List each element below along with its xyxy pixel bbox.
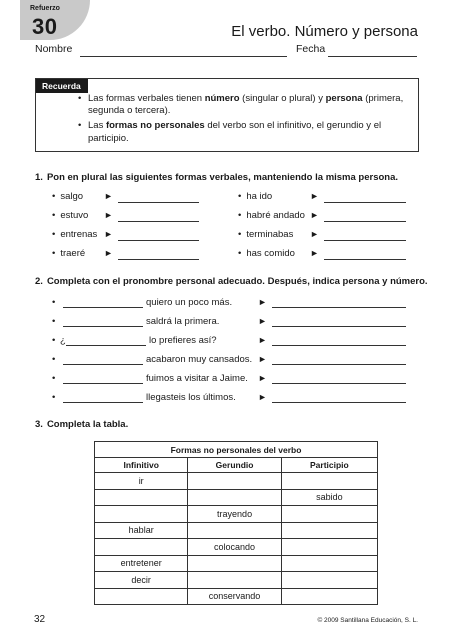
q1-answer-field[interactable] bbox=[118, 259, 199, 260]
recuerda-box bbox=[35, 78, 419, 152]
q1-item: • terminabas bbox=[238, 229, 294, 240]
table-cell-input[interactable] bbox=[281, 539, 377, 556]
table-cell-input[interactable] bbox=[188, 522, 281, 539]
q1-item: • has comido bbox=[238, 248, 295, 259]
arrow-icon: ► bbox=[310, 191, 319, 201]
q1-answer-field[interactable] bbox=[324, 221, 406, 222]
recuerda-bullet-formas-no-personales: • Las formas no personales del verbo son el infinitivo, el gerundio y el participio. bbox=[78, 120, 408, 144]
q2-bullet: • bbox=[52, 392, 56, 403]
q1-answer-field[interactable] bbox=[324, 259, 406, 260]
q2-bullet: • bbox=[52, 316, 56, 327]
q2-answer-field[interactable] bbox=[272, 383, 406, 384]
table-row bbox=[95, 473, 378, 490]
table-cell: conservando bbox=[188, 588, 281, 605]
table-cell-input[interactable] bbox=[281, 555, 377, 572]
question-2: 2. Completa con el pronombre personal adecuado. Después, indica persona y número. bbox=[35, 276, 428, 287]
arrow-icon: ► bbox=[104, 191, 113, 201]
q2-sentence: acabaron muy cansados. bbox=[146, 354, 253, 365]
q2-pronoun-field[interactable] bbox=[63, 326, 143, 327]
table-cell-input[interactable] bbox=[188, 555, 281, 572]
q2-pronoun-field[interactable] bbox=[63, 383, 143, 384]
q1-answer-field[interactable] bbox=[118, 240, 199, 241]
q2-answer-field[interactable] bbox=[272, 364, 406, 365]
table-cell-input[interactable] bbox=[188, 473, 281, 490]
table-row bbox=[95, 555, 378, 572]
table-row bbox=[95, 539, 378, 556]
fecha-field[interactable] bbox=[328, 56, 417, 57]
table-cell: ir bbox=[95, 473, 188, 490]
header-gerundio: Gerundio bbox=[188, 458, 281, 473]
table-cell-input[interactable] bbox=[188, 489, 281, 506]
table-cell-input[interactable] bbox=[281, 506, 377, 523]
arrow-icon: ► bbox=[258, 373, 267, 383]
table-row bbox=[95, 506, 378, 523]
table-row bbox=[95, 489, 378, 506]
q2-bullet: • bbox=[52, 373, 56, 384]
table-row bbox=[95, 572, 378, 589]
arrow-icon: ► bbox=[258, 354, 267, 364]
q2-answer-field[interactable] bbox=[272, 345, 406, 346]
q1-answer-field[interactable] bbox=[118, 202, 199, 203]
q2-bullet: • bbox=[52, 335, 56, 346]
table-cell-input[interactable] bbox=[95, 588, 188, 605]
header-participio: Participio bbox=[281, 458, 377, 473]
header-infinitivo: Infinitivo bbox=[95, 458, 188, 473]
arrow-icon: ► bbox=[310, 229, 319, 239]
table-cell-input[interactable] bbox=[95, 539, 188, 556]
q1-item: • ha ido bbox=[238, 191, 273, 202]
q2-pronoun-field[interactable] bbox=[63, 307, 143, 308]
table-cell-input[interactable] bbox=[95, 489, 188, 506]
table-row bbox=[95, 522, 378, 539]
q2-prefix: ¿ bbox=[60, 335, 66, 346]
arrow-icon: ► bbox=[104, 210, 113, 220]
table-cell-input[interactable] bbox=[95, 506, 188, 523]
table-cell-input[interactable] bbox=[281, 473, 377, 490]
q1-answer-field[interactable] bbox=[118, 221, 199, 222]
page-number: 32 bbox=[34, 614, 46, 625]
nombre-field[interactable] bbox=[80, 56, 287, 57]
table-cell: decir bbox=[95, 572, 188, 589]
verb-forms-table bbox=[94, 441, 378, 605]
q2-bullet: • bbox=[52, 297, 56, 308]
q2-answer-field[interactable] bbox=[272, 402, 406, 403]
q1-item: • salgo bbox=[52, 191, 84, 202]
fecha-label: Fecha bbox=[296, 43, 326, 55]
q1-item: • entrenas bbox=[52, 229, 98, 240]
question-1: 1. Pon en plural las siguientes formas verbales, manteniendo la misma persona. bbox=[35, 172, 399, 183]
question-3: 3. Completa la tabla. bbox=[35, 419, 129, 430]
arrow-icon: ► bbox=[104, 229, 113, 239]
arrow-icon: ► bbox=[310, 248, 319, 258]
q1-item: • traeré bbox=[52, 248, 86, 259]
table-cell: hablar bbox=[95, 522, 188, 539]
table-cell-input[interactable] bbox=[188, 572, 281, 589]
recuerda-label: Recuerda bbox=[36, 79, 88, 93]
table-cell-input[interactable] bbox=[281, 522, 377, 539]
q2-pronoun-field[interactable] bbox=[66, 345, 146, 346]
q2-pronoun-field[interactable] bbox=[63, 364, 143, 365]
arrow-icon: ► bbox=[310, 210, 319, 220]
table-cell: sabido bbox=[281, 489, 377, 506]
table-cell-input[interactable] bbox=[281, 572, 377, 589]
table-row bbox=[95, 588, 378, 605]
table-cell-input[interactable] bbox=[281, 588, 377, 605]
nombre-label: Nombre bbox=[35, 43, 73, 55]
copyright: © 2009 Santillana Educación, S. L. bbox=[317, 617, 418, 624]
table-title: Formas no personales del verbo bbox=[95, 442, 378, 458]
arrow-icon: ► bbox=[258, 335, 267, 345]
table-cell: colocando bbox=[188, 539, 281, 556]
arrow-icon: ► bbox=[104, 248, 113, 258]
arrow-icon: ► bbox=[258, 392, 267, 402]
q2-pronoun-field[interactable] bbox=[63, 402, 143, 403]
q2-answer-field[interactable] bbox=[272, 307, 406, 308]
tab-label: Refuerzo bbox=[30, 5, 60, 12]
q2-sentence: saldrá la primera. bbox=[146, 316, 220, 327]
table-cell: entretener bbox=[95, 555, 188, 572]
q1-answer-field[interactable] bbox=[324, 240, 406, 241]
q2-sentence: quiero un poco más. bbox=[146, 297, 233, 308]
table-cell: trayendo bbox=[188, 506, 281, 523]
q2-answer-field[interactable] bbox=[272, 326, 406, 327]
arrow-icon: ► bbox=[258, 297, 267, 307]
q1-answer-field[interactable] bbox=[324, 202, 406, 203]
q2-sentence: llegasteis los últimos. bbox=[146, 392, 236, 403]
q2-sentence: lo prefieres así? bbox=[149, 335, 217, 346]
page-title: El verbo. Número y persona bbox=[231, 23, 418, 40]
q1-item: • estuvo bbox=[52, 210, 89, 221]
recuerda-bullet-numero-persona: • Las formas verbales tienen número (singular o plural) y persona (primera, segunda o tercera). bbox=[78, 93, 408, 117]
q2-sentence: fuimos a visitar a Jaime. bbox=[146, 373, 248, 384]
arrow-icon: ► bbox=[258, 316, 267, 326]
q2-bullet: • bbox=[52, 354, 56, 365]
tab-number: 30 bbox=[32, 14, 58, 39]
q1-item: • habré andado bbox=[238, 210, 305, 221]
